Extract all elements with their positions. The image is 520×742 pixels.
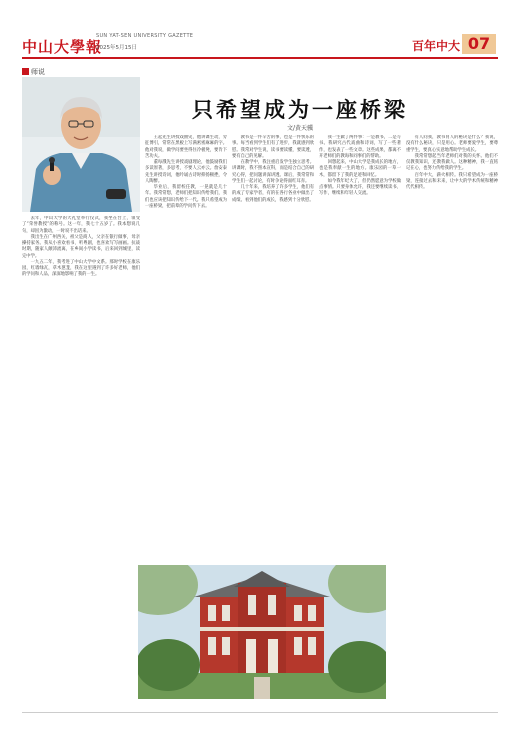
- section-title: 百年中大: [412, 39, 461, 53]
- newspaper-logo: 中山大學報: [22, 38, 103, 56]
- text-column-2: [145, 135, 227, 563]
- paragraph: 王起先生讲授戏曲史，他讲课生动，旁征博引，常常在黑板上写满密密麻麻的字。他对我说，做学问要坐得住冷板凳，要肯下苦功夫。: [145, 135, 227, 159]
- page-number: 07: [462, 34, 496, 54]
- paragraph: 我常常想起当年老师们对我的关怀。他们不仅教我知识，还教我做人。这种精神，我一直铭记在心，也努力传给我的学生。: [406, 153, 498, 172]
- bottom-rule: [22, 712, 498, 713]
- paragraph: 在教学中，我注重启发学生独立思考。讲课时，我不照本宣科，而是结合自己的研究心得，把问题讲深讲透。课后，我常常和学生们一起讨论，有时争论得面红耳赤。: [232, 160, 314, 184]
- paragraph: 我一生做了两件事：一是教书，二是写书。我研究古代戏曲和诗词，写了一些著作，也发表了一些文章。这些成果，都离不开老师们的教诲和同事们的帮助。: [319, 135, 401, 159]
- newspaper-english-name: SUN YAT-SEN UNIVERSITY GAZETTE: [96, 33, 194, 39]
- paragraph: 去年，中山大学的大礼堂举行仪式，我坐在台上，领受了“荣誉教授”的称号。这一年，我七十五岁了。我本想说几句，却因为激动，一时说不出话来。: [22, 216, 140, 234]
- article-headline: 只希望成为一座桥梁: [192, 97, 408, 122]
- paragraph: 董每戡先生讲授戏剧理论，他鼓励我们多读原著，多思考，不要人云亦云。詹安泰先生讲授诗词，他吟诵古诗时抑扬顿挫，令人陶醉。: [145, 160, 227, 184]
- column-tag: [22, 67, 45, 77]
- paragraph: 几十年来，我培养了许多学生，他们有的成了专家学者，有的在各行各业中做出了成绩。看到他们的成长，我感到十分欣慰。: [232, 185, 314, 203]
- text-column-5: [406, 135, 498, 703]
- column-tag-marker-icon: [22, 68, 29, 75]
- author-photo: [22, 77, 140, 212]
- paragraph: 回想起来，中山大学是我成长的地方，也是我奉献一生的地方。康乐园的一草一木，都留下了我的足迹和回忆。: [319, 160, 401, 178]
- text-column-3: [232, 135, 314, 563]
- paragraph: 百年中大，薪火相传。我只希望成为一座桥梁，连接过去和未来，让中大的学术传统和精神代代相传。: [406, 172, 498, 190]
- paragraph: 教书是一件辛苦的事，也是一件快乐的事。每当看到学生们有了进步，我就感到欣慰。我常对学生说，读书要读懂，要读透，要有自己的见解。: [232, 135, 314, 159]
- paragraph: 一九五二年，我考进了中山大学中文系。那时学校在康乐园，红墙绿瓦，草木葱茏，我在这里遇到了许多好老师，他们的学问和人品，深深地影响了我的一生。: [22, 259, 140, 278]
- text-column-1: [22, 216, 140, 704]
- red-brick-building-image: [138, 565, 386, 699]
- article-byline: 文/黄天骥: [286, 125, 314, 132]
- paragraph: 我出生在广州西关，祖父是商人，父亲在银行做事，母亲操持家务。我从小喜欢看书、听粤剧，也喜欢写写画画。抗战时期，随家人颠沛流离，在乡间小学读书，后来回到城里，读完中学。: [22, 234, 140, 259]
- issue-date: 2025年5月15日: [96, 45, 137, 51]
- column-tag-label: 师说: [31, 68, 45, 76]
- paragraph: 有人问我，教书育人的秘诀是什么？我说，没有什么秘诀，只是用心。老师要爱学生，要尊重学生，要真心实意地帮助学生成长。: [406, 135, 498, 153]
- masthead-rule: [22, 57, 498, 59]
- text-column-4: [319, 135, 401, 563]
- portrait-image: [22, 77, 140, 212]
- masthead: [0, 0, 520, 64]
- paragraph: 毕业后，我留校任教，一晃就是几十年。我常常想，老师们把知识传给我们，我们也应该把知识传给下一代。我只希望成为一座桥梁，把前辈的学问传下去。: [145, 185, 227, 209]
- campus-building-photo: [138, 565, 386, 699]
- paragraph: 如今我年纪大了，但仍然愿意为学校做点事情。只要身体允许，我还要继续读书、写作，继续和年轻人交流。: [319, 178, 401, 197]
